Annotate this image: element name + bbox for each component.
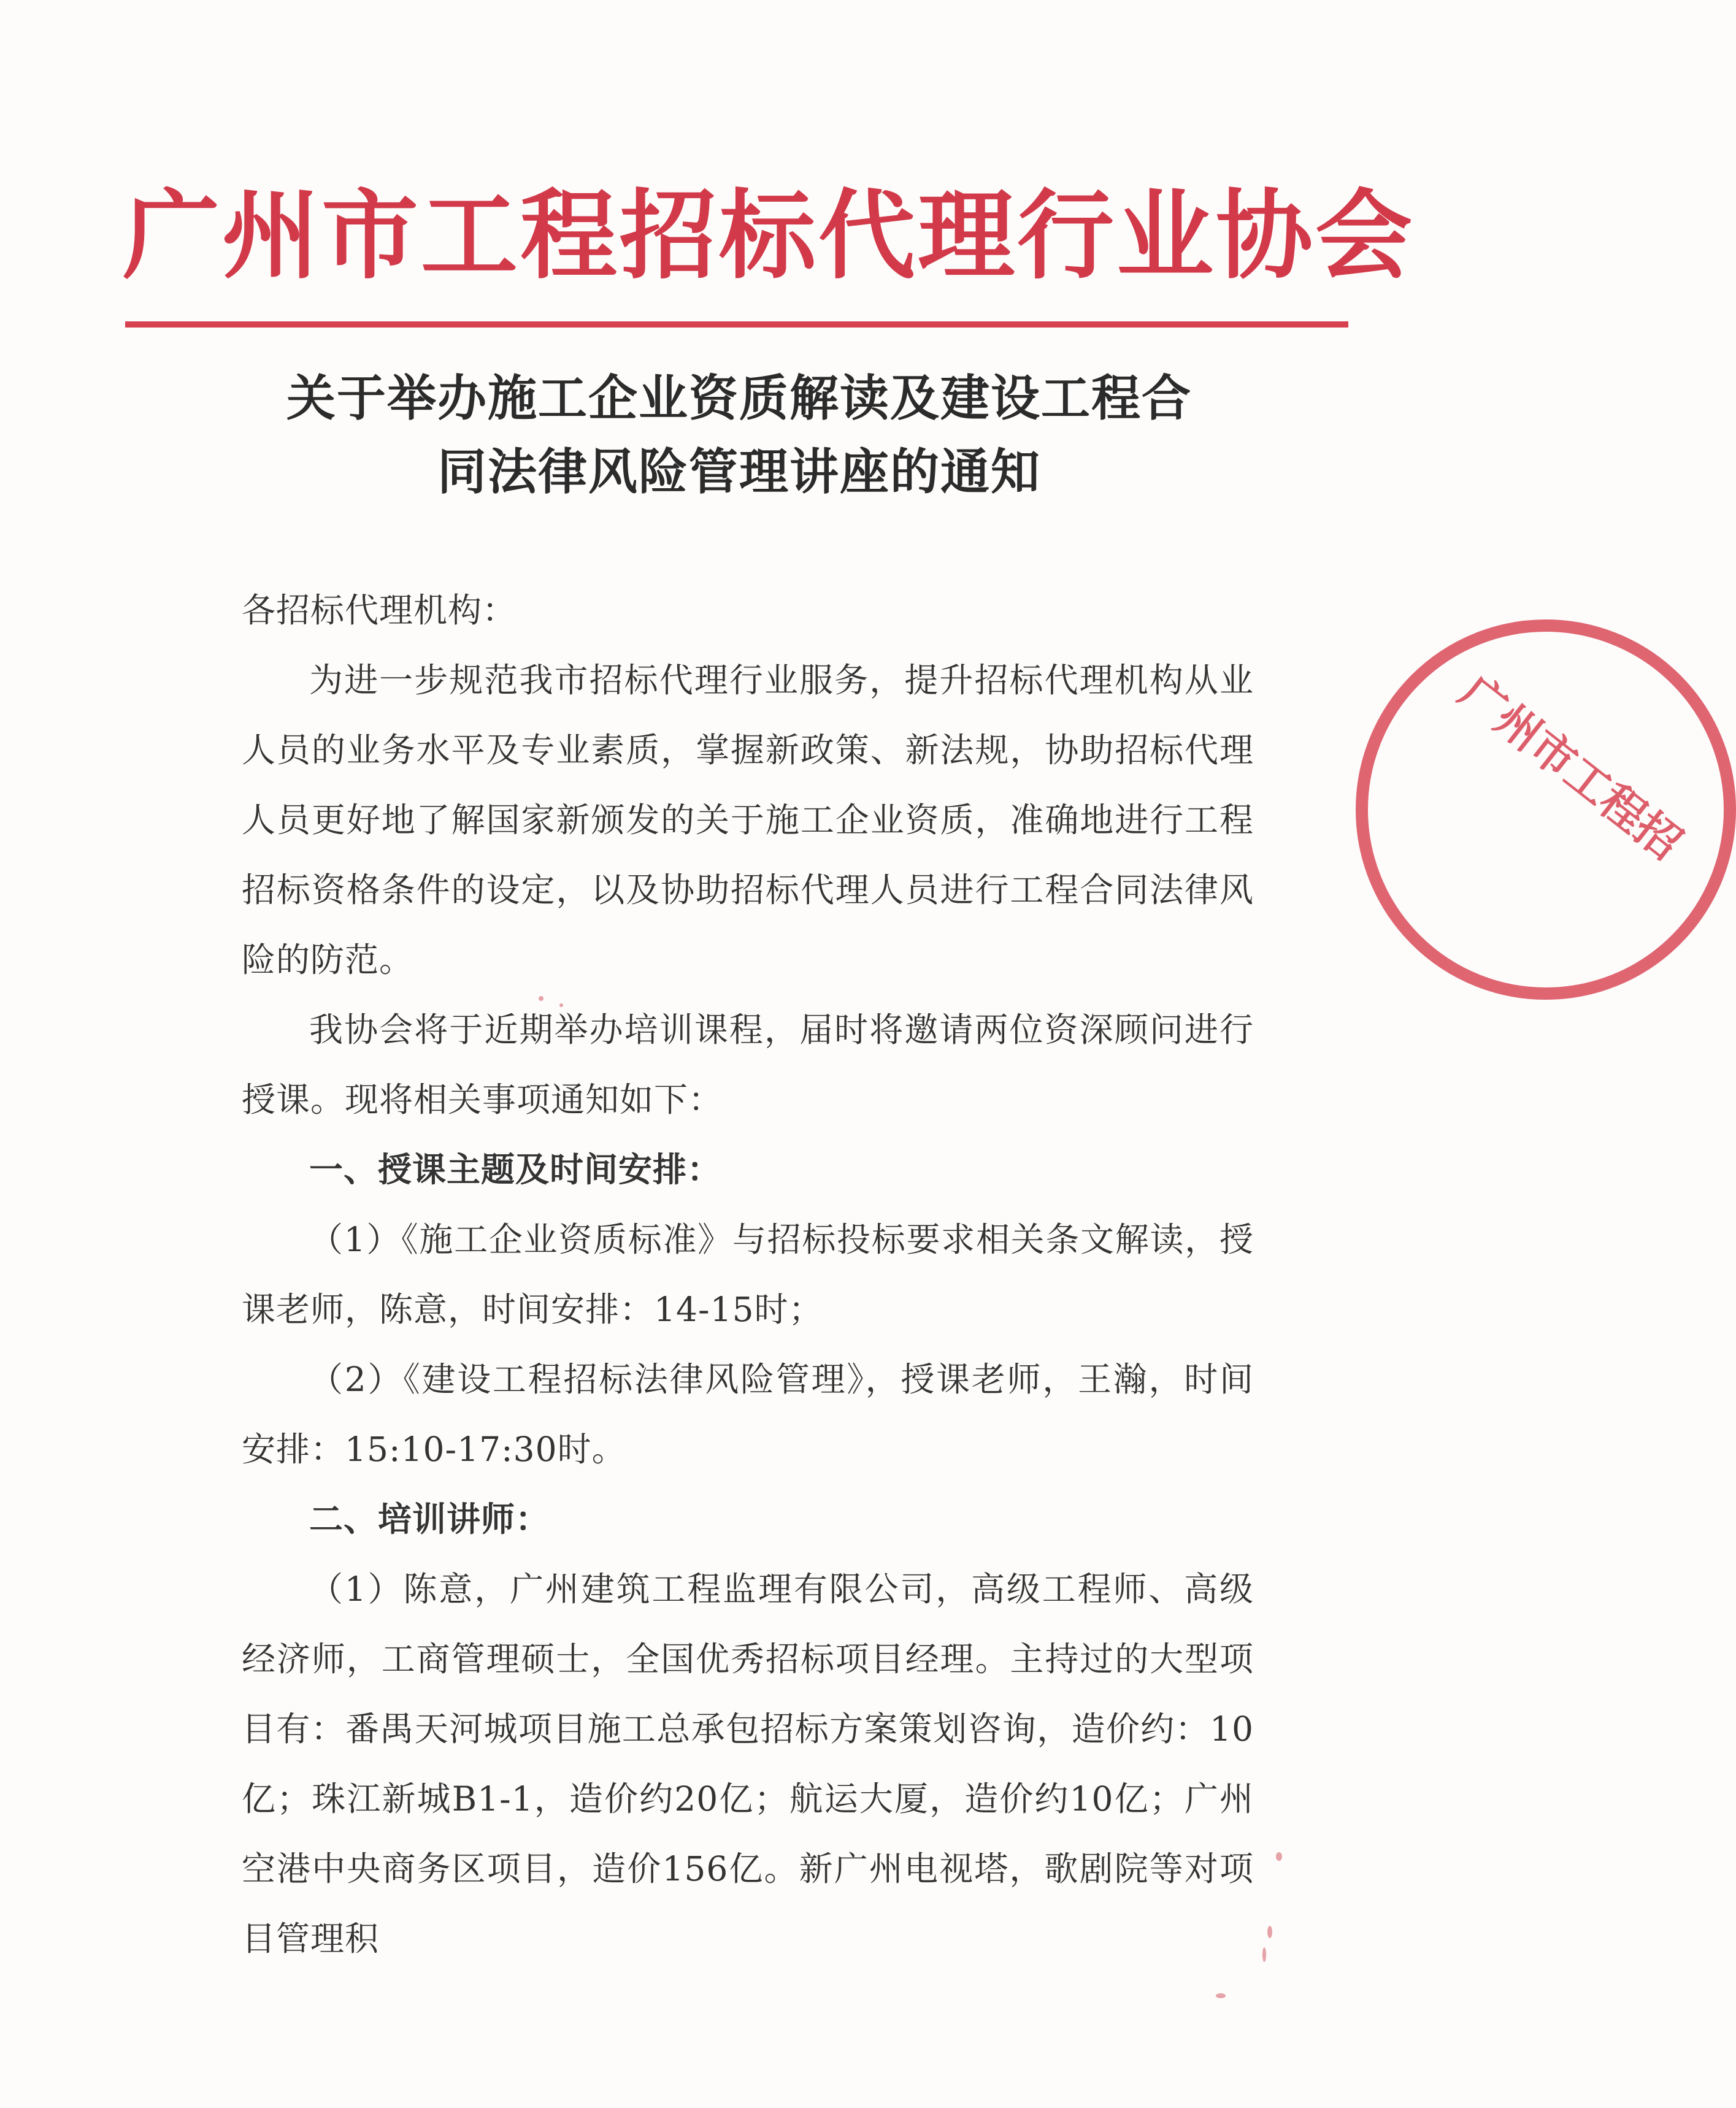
paragraph-announcement: 我协会将于近期举办培训课程，届时将邀请两位资深顾问进行授课。现将相关事项通知如下：	[242, 1010, 1254, 1119]
notice-title-line2: 同法律风险管理讲座的通知	[437, 443, 1041, 500]
scan-speck	[1216, 1993, 1226, 1998]
notice-title	[159, 362, 1319, 509]
notice-title-line1: 关于举办施工企业资质解读及建设工程合	[286, 370, 1192, 427]
section-heading-schedule: 一、授课主题及时间安排：	[309, 1149, 722, 1189]
lecturer-item-1: （1）陈意，广州建筑工程监理有限公司，高级工程师、高级经济师，工商管理硕士，全国优秀招标项目经理。主持过的大型项目有：番禺天河城项目施工总承包招标方案策划咨询，造价约：10亿；珠江新城B1-1，造价约20亿；航运大厦，造价约10亿；广州空港中央商务区项目，造价156亿。新广州电视塔，歌剧院等对项目管理积	[242, 1570, 1254, 1958]
paragraph-purpose: 为进一步规范我市招标代理行业服务，提升招标代理机构从业人员的业务水平及专业素质，掌握新政策、新法规，协助招标代理人员更好地了解国家新颁发的关于施工企业资质，准确地进行工程招标资格条件的设定，以及协助招标代理人员进行工程合同法律风险的防范。	[242, 661, 1254, 979]
official-seal-text: 广州市工程招	[1450, 665, 1692, 870]
scan-speck	[559, 1003, 563, 1007]
scan-speck	[1267, 1926, 1272, 1938]
scan-speck	[1276, 1852, 1282, 1861]
salutation: 各招标代理机构：	[242, 591, 517, 630]
organization-header: 广州市工程招标代理行业协会	[123, 179, 1415, 293]
schedule-item-1: （1）《施工企业资质标准》与招标投标要求相关条文解读，授课老师，陈意，时间安排：14-15时；	[242, 1220, 1254, 1329]
notice-body	[242, 575, 1254, 1974]
section-heading-lecturers: 二、培训讲师：	[309, 1499, 550, 1539]
scan-speck	[539, 996, 543, 1001]
scan-speck	[1262, 1947, 1266, 1962]
header-red-rule	[125, 321, 1348, 328]
schedule-item-2: （2）《建设工程招标法律风险管理》，授课老师，王瀚，时间安排：15:10-17:30时。	[242, 1360, 1254, 1469]
